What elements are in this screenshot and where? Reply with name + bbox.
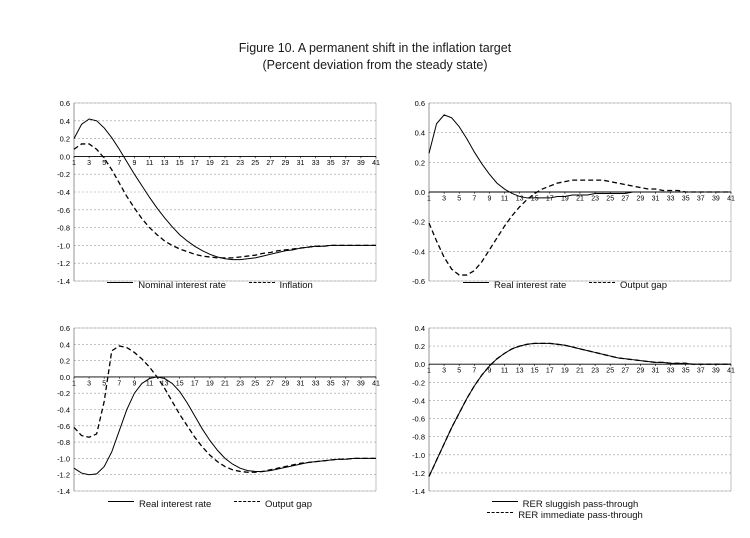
svg-text:0.0: 0.0 xyxy=(414,188,425,197)
legend-item xyxy=(463,280,566,291)
svg-text:29: 29 xyxy=(281,380,290,388)
svg-text:23: 23 xyxy=(591,195,599,203)
svg-text:-1.0: -1.0 xyxy=(57,454,70,464)
svg-text:11: 11 xyxy=(500,195,509,203)
svg-text:17: 17 xyxy=(190,159,199,167)
svg-text:-0.8: -0.8 xyxy=(412,432,425,442)
svg-text:23: 23 xyxy=(236,380,244,388)
svg-text:41: 41 xyxy=(372,380,380,388)
svg-text:0.0: 0.0 xyxy=(59,372,70,382)
chart-panel-1 xyxy=(40,95,380,295)
svg-text:13: 13 xyxy=(160,380,169,388)
svg-text:9: 9 xyxy=(487,367,492,375)
legend-label: RER immediate pass-through xyxy=(518,510,643,521)
svg-text:-0.4: -0.4 xyxy=(57,405,70,415)
svg-text:-1.0: -1.0 xyxy=(57,241,70,251)
svg-text:9: 9 xyxy=(132,380,137,388)
legend-swatch-solid-icon xyxy=(108,501,134,503)
svg-text:29: 29 xyxy=(281,159,290,167)
svg-text:15: 15 xyxy=(175,380,184,388)
svg-text:0.2: 0.2 xyxy=(414,342,425,352)
chart-panel-4 xyxy=(395,320,735,505)
svg-text:5: 5 xyxy=(457,195,462,203)
svg-text:11: 11 xyxy=(145,159,154,167)
svg-text:27: 27 xyxy=(621,195,630,203)
svg-text:39: 39 xyxy=(357,159,365,167)
legend-item xyxy=(249,280,313,291)
svg-text:-1.2: -1.2 xyxy=(412,468,425,478)
svg-text:3: 3 xyxy=(442,195,447,203)
svg-text:-1.4: -1.4 xyxy=(412,487,425,496)
chart-panel-3 xyxy=(40,320,380,505)
chart-legend-1 xyxy=(40,280,380,291)
svg-text:1: 1 xyxy=(427,367,431,375)
svg-text:35: 35 xyxy=(681,195,690,203)
svg-text:19: 19 xyxy=(561,195,569,203)
svg-text:-0.4: -0.4 xyxy=(57,188,70,197)
svg-text:13: 13 xyxy=(515,367,524,375)
svg-text:21: 21 xyxy=(221,380,229,388)
svg-text:1: 1 xyxy=(72,159,76,167)
svg-text:0.4: 0.4 xyxy=(59,116,70,126)
svg-text:41: 41 xyxy=(372,159,380,167)
svg-text:31: 31 xyxy=(651,367,660,375)
legend-item xyxy=(589,280,667,291)
svg-text:0.4: 0.4 xyxy=(414,128,425,138)
legend-label: Output gap xyxy=(619,280,667,291)
svg-text:-0.6: -0.6 xyxy=(57,421,70,431)
svg-text:23: 23 xyxy=(591,367,599,375)
svg-text:29: 29 xyxy=(636,367,645,375)
svg-text:13: 13 xyxy=(515,195,524,203)
svg-text:0.6: 0.6 xyxy=(59,99,70,108)
svg-text:17: 17 xyxy=(190,380,199,388)
svg-text:31: 31 xyxy=(296,380,305,388)
legend-label: Real interest rate xyxy=(494,280,567,291)
svg-text:9: 9 xyxy=(132,159,137,167)
svg-text:33: 33 xyxy=(311,159,320,167)
chart-canvas-1 xyxy=(40,95,380,295)
svg-text:5: 5 xyxy=(457,367,462,375)
legend-item xyxy=(234,499,312,510)
svg-text:13: 13 xyxy=(160,159,169,167)
chart-canvas-2 xyxy=(395,95,735,295)
svg-text:19: 19 xyxy=(561,367,569,375)
svg-text:-1.4: -1.4 xyxy=(57,487,70,496)
svg-text:21: 21 xyxy=(221,159,229,167)
svg-text:7: 7 xyxy=(472,195,477,203)
legend-swatch-dashed-icon xyxy=(249,282,275,284)
svg-text:3: 3 xyxy=(87,159,92,167)
legend-swatch-dashed-icon xyxy=(234,501,260,503)
legend-item xyxy=(492,499,639,510)
svg-text:-0.6: -0.6 xyxy=(412,414,425,424)
legend-label: Real interest rate xyxy=(139,499,212,510)
svg-text:-1.4: -1.4 xyxy=(57,277,70,286)
svg-text:21: 21 xyxy=(576,367,584,375)
svg-text:5: 5 xyxy=(102,159,107,167)
chart-legend-2 xyxy=(395,280,735,291)
svg-text:15: 15 xyxy=(530,367,539,375)
svg-text:-0.8: -0.8 xyxy=(57,223,70,233)
svg-text:1: 1 xyxy=(427,195,431,203)
svg-text:39: 39 xyxy=(712,367,720,375)
svg-text:27: 27 xyxy=(266,159,275,167)
svg-text:0.4: 0.4 xyxy=(414,324,425,333)
svg-text:15: 15 xyxy=(530,195,539,203)
svg-text:-0.2: -0.2 xyxy=(57,170,70,180)
figure-title-line1: Figure 10. A permanent shift in the inflation target xyxy=(238,41,512,55)
legend-swatch-solid-icon xyxy=(107,282,133,284)
svg-text:31: 31 xyxy=(296,159,305,167)
svg-text:3: 3 xyxy=(87,380,92,388)
svg-text:31: 31 xyxy=(651,195,660,203)
legend-swatch-dashed-icon xyxy=(589,282,615,284)
svg-text:3: 3 xyxy=(442,367,447,375)
svg-text:37: 37 xyxy=(696,195,705,203)
svg-text:0.0: 0.0 xyxy=(59,152,70,162)
legend-label: Nominal interest rate xyxy=(138,280,226,291)
legend-swatch-solid-icon xyxy=(463,282,489,284)
svg-text:35: 35 xyxy=(326,159,335,167)
chart-legend-3 xyxy=(40,499,380,510)
svg-text:-0.2: -0.2 xyxy=(57,389,70,399)
svg-text:-0.8: -0.8 xyxy=(57,438,70,448)
legend-label: Output gap xyxy=(264,499,312,510)
legend-swatch-dashed-icon xyxy=(487,512,513,514)
svg-text:-0.6: -0.6 xyxy=(57,205,70,215)
svg-text:0.0: 0.0 xyxy=(414,360,425,370)
svg-text:0.6: 0.6 xyxy=(414,99,425,108)
legend-label: RER sluggish pass-through xyxy=(522,499,639,510)
svg-text:5: 5 xyxy=(102,380,107,388)
legend-label: Inflation xyxy=(279,280,313,291)
figure-title xyxy=(0,40,750,74)
svg-text:0.6: 0.6 xyxy=(59,324,70,333)
svg-text:7: 7 xyxy=(472,367,477,375)
svg-text:35: 35 xyxy=(681,367,690,375)
svg-text:33: 33 xyxy=(666,195,675,203)
chart-canvas-4 xyxy=(395,320,735,505)
chart-panel-2 xyxy=(395,95,735,295)
figure-title-line2: (Percent deviation from the steady state) xyxy=(262,58,488,72)
chart-legend-4 xyxy=(395,499,735,521)
svg-text:-0.6: -0.6 xyxy=(412,277,425,286)
svg-text:27: 27 xyxy=(621,367,630,375)
svg-text:9: 9 xyxy=(487,195,492,203)
svg-text:37: 37 xyxy=(341,159,350,167)
svg-text:37: 37 xyxy=(696,367,705,375)
legend-swatch-solid-icon xyxy=(492,501,518,503)
svg-text:-1.0: -1.0 xyxy=(412,450,425,460)
svg-text:39: 39 xyxy=(357,380,365,388)
svg-text:33: 33 xyxy=(666,367,675,375)
svg-text:0.2: 0.2 xyxy=(414,158,425,168)
svg-text:25: 25 xyxy=(251,159,260,167)
svg-text:41: 41 xyxy=(727,195,735,203)
svg-text:27: 27 xyxy=(266,380,275,388)
svg-text:-0.2: -0.2 xyxy=(412,378,425,388)
svg-text:-0.4: -0.4 xyxy=(412,396,425,406)
svg-text:21: 21 xyxy=(576,195,584,203)
svg-text:-0.2: -0.2 xyxy=(412,217,425,227)
svg-text:17: 17 xyxy=(545,195,554,203)
svg-text:35: 35 xyxy=(326,380,335,388)
svg-text:7: 7 xyxy=(117,159,122,167)
svg-text:25: 25 xyxy=(606,195,615,203)
svg-text:23: 23 xyxy=(236,159,244,167)
svg-text:39: 39 xyxy=(712,195,720,203)
svg-text:0.2: 0.2 xyxy=(59,356,70,366)
svg-text:0.4: 0.4 xyxy=(59,340,70,350)
legend-item xyxy=(487,510,643,521)
legend-item xyxy=(107,280,226,291)
svg-text:19: 19 xyxy=(206,380,214,388)
legend-item xyxy=(108,499,211,510)
svg-text:0.2: 0.2 xyxy=(59,134,70,144)
svg-text:25: 25 xyxy=(606,367,615,375)
svg-text:-1.2: -1.2 xyxy=(57,259,70,269)
svg-text:1: 1 xyxy=(72,380,76,388)
svg-text:11: 11 xyxy=(145,380,154,388)
svg-text:41: 41 xyxy=(727,367,735,375)
svg-text:7: 7 xyxy=(117,380,122,388)
svg-text:11: 11 xyxy=(500,367,509,375)
svg-text:-1.2: -1.2 xyxy=(57,470,70,480)
svg-text:-0.4: -0.4 xyxy=(412,247,425,257)
svg-text:15: 15 xyxy=(175,159,184,167)
svg-text:37: 37 xyxy=(341,380,350,388)
svg-text:29: 29 xyxy=(636,195,645,203)
chart-canvas-3 xyxy=(40,320,380,505)
svg-text:33: 33 xyxy=(311,380,320,388)
svg-text:25: 25 xyxy=(251,380,260,388)
svg-text:19: 19 xyxy=(206,159,214,167)
svg-text:17: 17 xyxy=(545,367,554,375)
